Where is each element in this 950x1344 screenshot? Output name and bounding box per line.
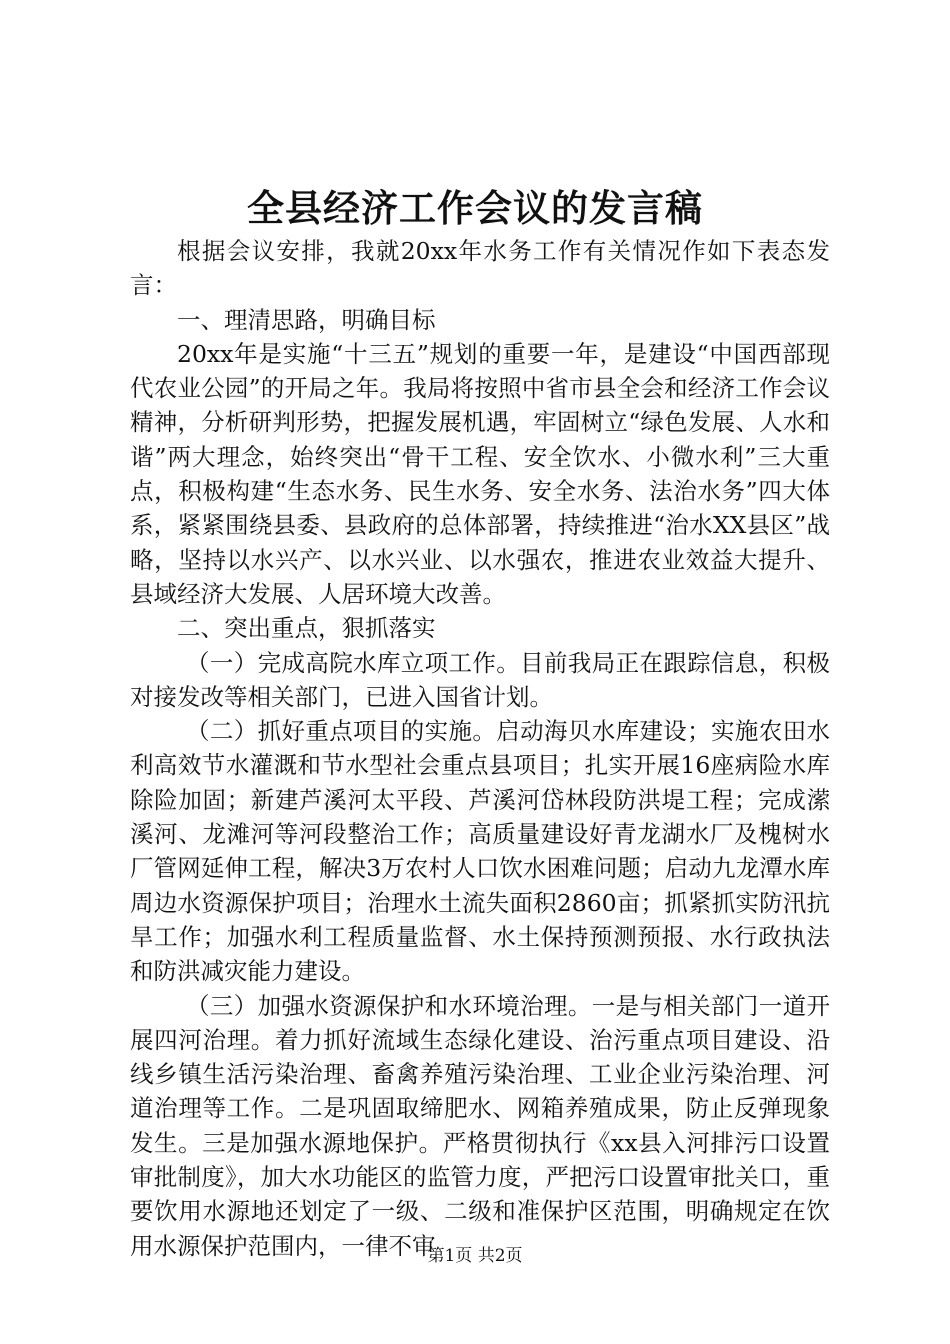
paragraph-item-3: （三）加强水资源保护和水环境治理。一是与相关部门一道开展四河治理。着力抓好流域生态绿化建设、治污重点项目建设、沿线乡镇生活污染治理、畜禽养殖污染治理、工业企业污染治理、河道治理等工作。二是巩固取缔肥水、网箱养殖成果，防止反弹现象发生。三是加强水源地保护。严格贯彻执行《xx县入河排污口设置审批制度》，加大水功能区的监管力度，严把污口设置审批关口，重要饮用水源地还划定了一级、二级和准保护区范围，明确规定在饮用水源保护范围内，一律不审	[130, 991, 830, 1260]
paragraph-item-1: （一）完成高院水库立项工作。目前我局正在跟踪信息，积极对接发改等相关部门，已进入国省计划。	[130, 648, 830, 711]
page-number-footer: 第1页 共2页	[427, 1246, 523, 1266]
document-body	[130, 234, 830, 1263]
document-title: 全县经济工作会议的发言稿	[247, 186, 703, 230]
paragraph-goals: 20xx年是实施“十三五”规划的重要一年，是建设“中国西部现代农业公园”的开局之年。我局将按照中省市县全会和经济工作会议精神，分析研判形势，把握发展机遇，牢固树立“绿色发展、人水和谐”两大理念，始终突出“骨干工程、安全饮水、小微水利”三大重点，积极构建“生态水务、民生水务、安全水务、法治水务”四大体系，紧紧围绕县委、县政府的总体部署，持续推进“治水XX县区”战略，坚持以水兴产、以水兴业、以水强农，推进农业效益大提升、县域经济大发展、人居环境大改善。	[130, 339, 830, 608]
heading-section-1: 一、理清思路，明确目标	[177, 305, 436, 334]
paragraph-intro: 根据会议安排，我就20xx年水务工作有关情况作如下表态发言：	[130, 237, 830, 300]
paragraph-item-2: （二）抓好重点项目的实施。启动海贝水库建设；实施农田水利高效节水灌溉和节水型社会重点县项目；扎实开展16座病险水库除险加固；新建芦溪河太平段、芦溪河岱林段防洪堤工程；完成潆溪河、龙滩河等河段整治工作；高质量建设好青龙湖水厂及槐树水厂管网延伸工程，解决3万农村人口饮水困难问题；启动九龙潭水库周边水资源保护项目；治理水土流失面积2860亩；抓紧抓实防汛抗旱工作；加强水利工程质量监督、水土保持预测预报、水行政执法和防洪减灾能力建设。	[130, 717, 830, 986]
heading-section-2: 二、突出重点，狠抓落实	[177, 614, 436, 643]
